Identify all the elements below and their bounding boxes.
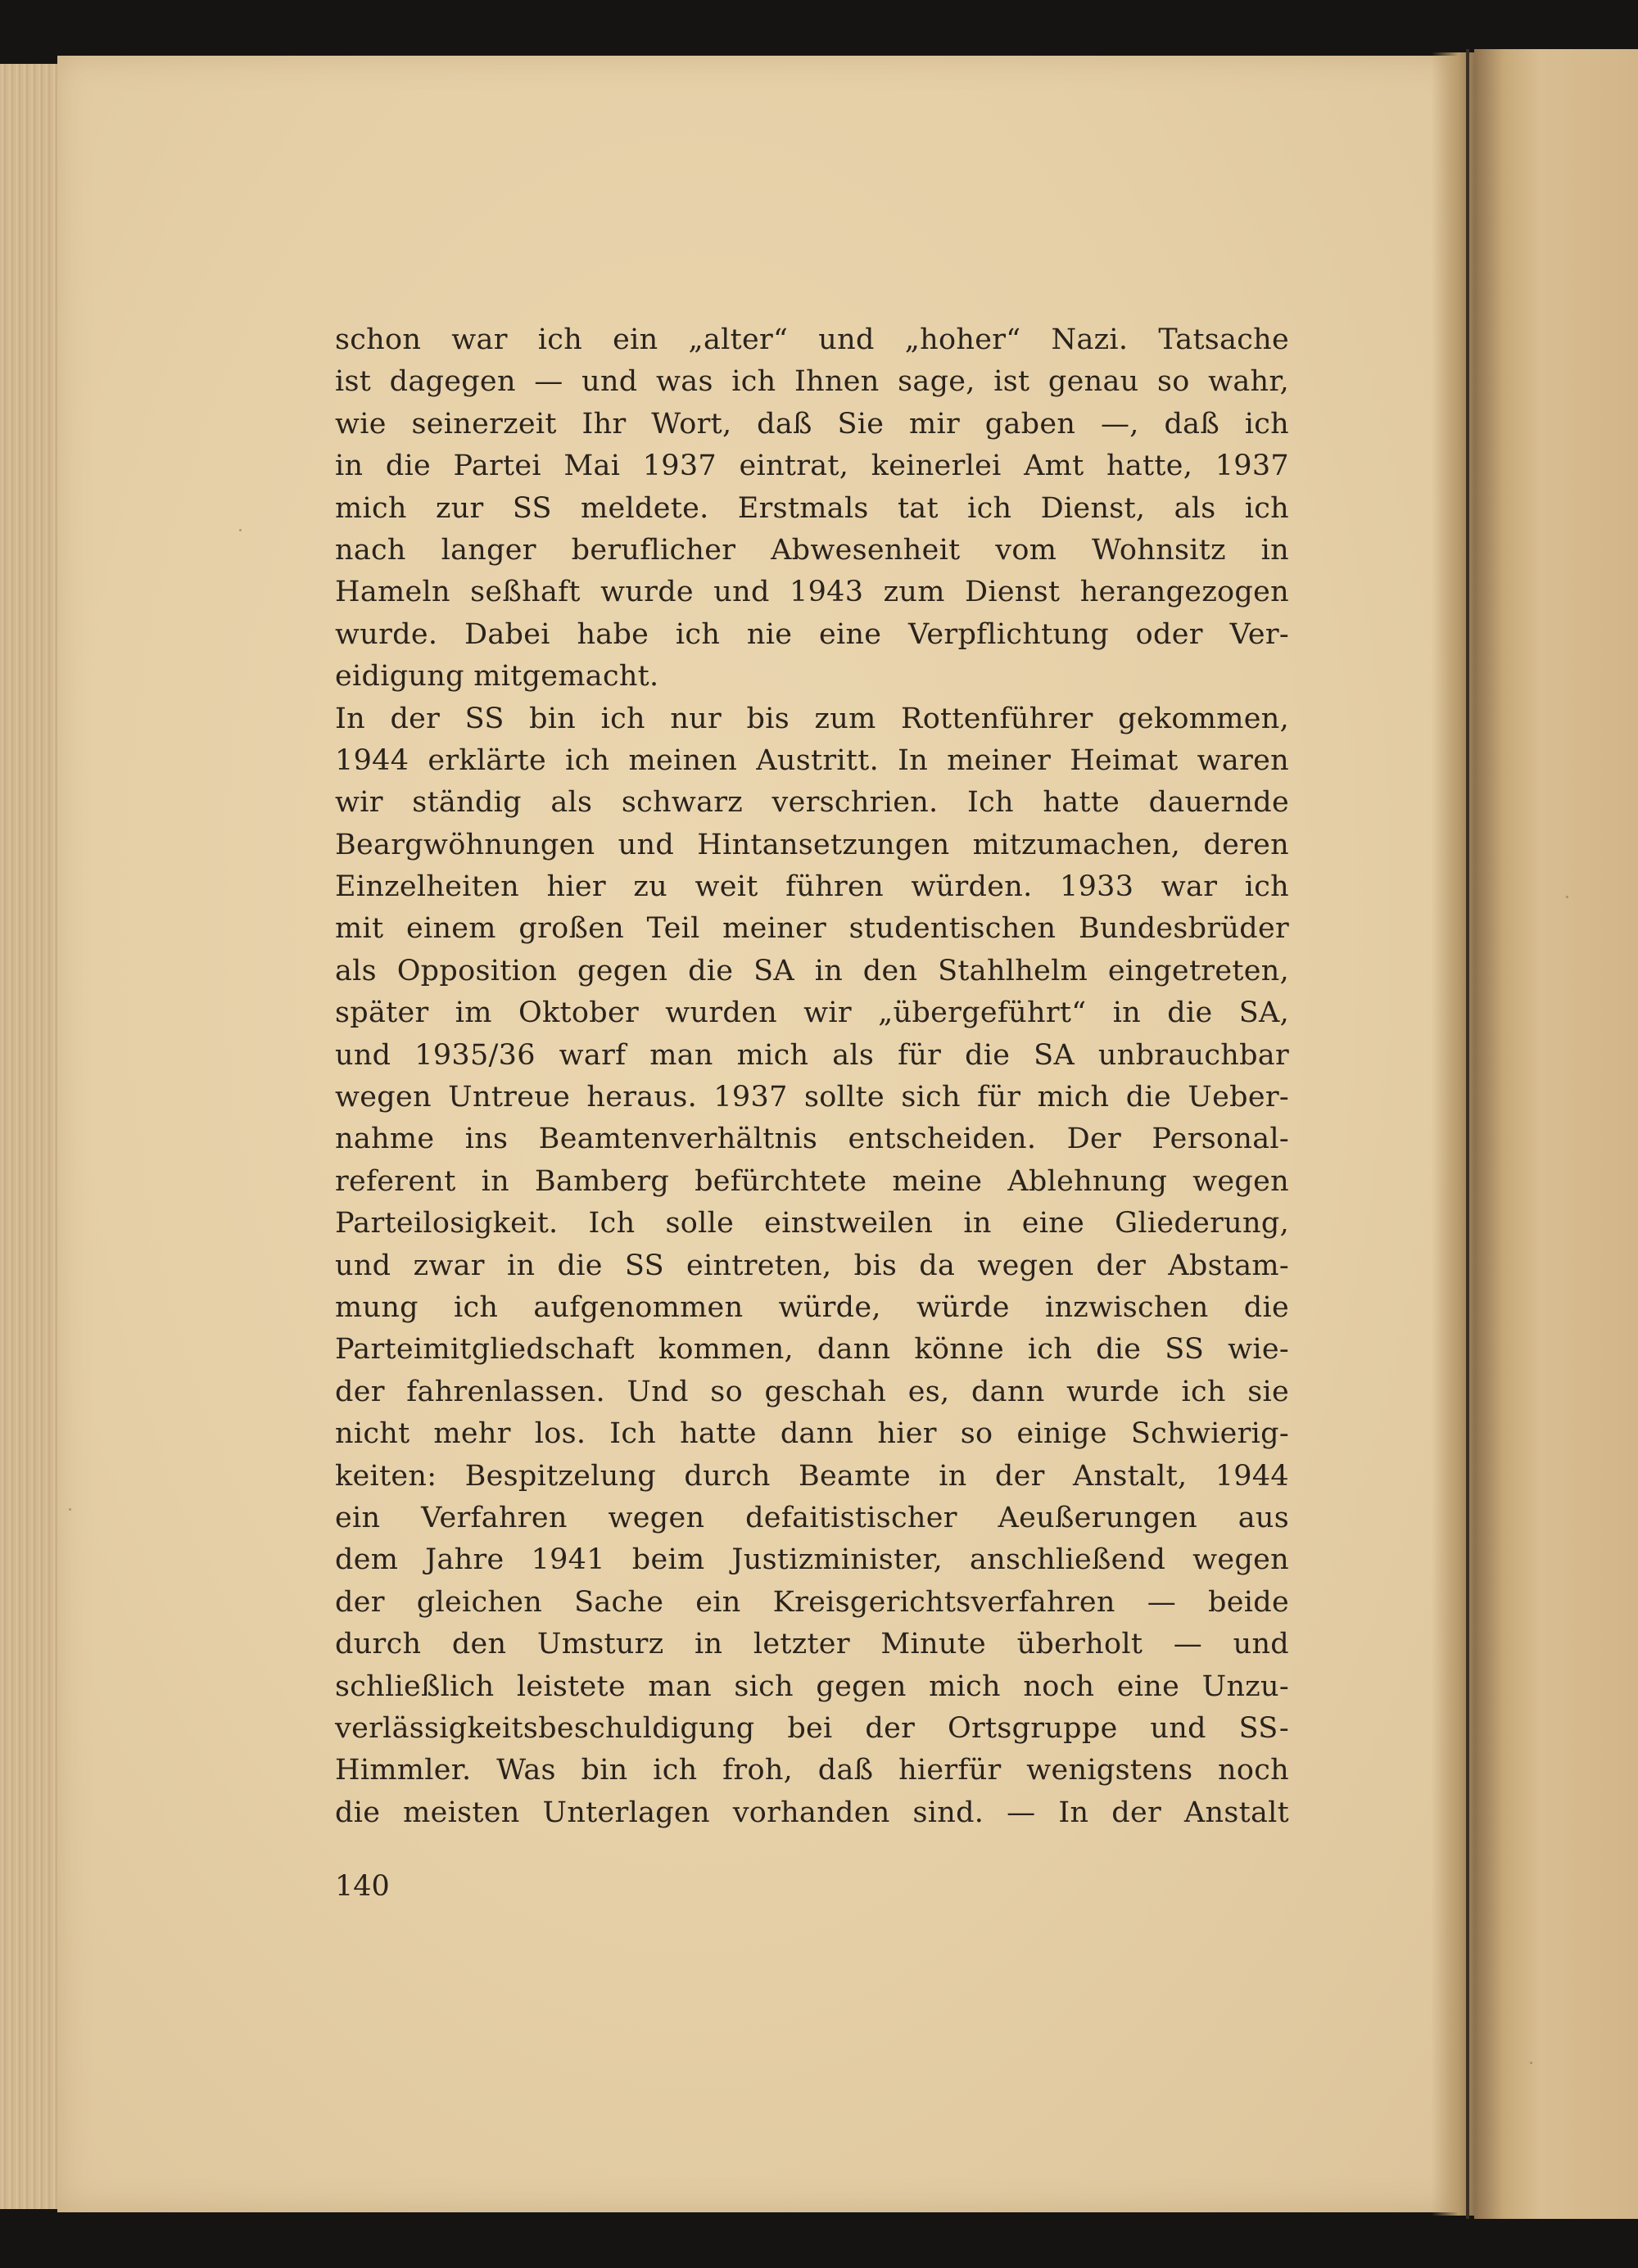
text-line: Parteilosigkeit. Ich solle einstweilen in eine Gliederung, [335, 1207, 1289, 1240]
text-line: dem Jahre 1941 beim Justizminister, anschließend wegen [335, 1543, 1289, 1577]
text-line: Parteimitgliedschaft kommen, dann könne ich die SS wie- [335, 1333, 1289, 1367]
text-line: schon war ich ein „alter“ und „hoher“ Nazi. Tatsache [335, 323, 1289, 356]
text-line: wegen Untreue heraus. 1937 sollte sich für mich die Ueber- [335, 1081, 1289, 1114]
text-line: der gleichen Sache ein Kreisgerichtsverfahren — beide [335, 1585, 1289, 1619]
facing-page-edge [1474, 49, 1638, 2219]
binding-gutter [1432, 52, 1481, 2216]
text-line: ist dagegen — und was ich Ihnen sage, ist genau so wahr, [335, 365, 1289, 399]
text-line: mit einem großen Teil meiner studentischen Bundesbrüder [335, 912, 1289, 946]
text-line: wir ständig als schwarz verschrien. Ich hatte dauernde [335, 786, 1289, 820]
paper-speck [1566, 896, 1568, 898]
text-line: Hameln seßhaft wurde und 1943 zum Dienst herangezogen [335, 576, 1289, 609]
text-line: der fahrenlassen. Und so geschah es, dann wurde ich sie [335, 1375, 1289, 1408]
text-line: In der SS bin ich nur bis zum Rottenführer gekommen, [335, 702, 1289, 735]
text-line: in die Partei Mai 1937 eintrat, keinerlei Amt hatte, 1937 [335, 450, 1289, 483]
text-line: mung ich aufgenommen würde, würde inzwischen die [335, 1290, 1289, 1324]
text-line: schließlich leistete man sich gegen mich noch eine Unzu- [335, 1669, 1289, 1703]
text-line: als Opposition gegen die SA in den Stahlhelm eingetreten, [335, 954, 1289, 987]
text-line: mich zur SS meldete. Erstmals tat ich Dienst, als ich [335, 491, 1289, 525]
text-line: und zwar in die SS eintreten, bis da wegen der Abstam- [335, 1249, 1289, 1282]
text-line: Beargwöhnungen und Hintansetzungen mitzumachen, deren [335, 828, 1289, 861]
paper-speck [1530, 2062, 1532, 2064]
text-line: nach langer beruflicher Abwesenheit vom Wohnsitz in [335, 533, 1289, 567]
page-edge-line [1466, 49, 1469, 2219]
text-line: und 1935/36 warf man mich als für die SA unbrauchbar [335, 1038, 1289, 1072]
text-line: die meisten Unterlagen vorhanden sind. — In der Anstalt [335, 1796, 1289, 1829]
text-line: später im Oktober wurden wir „übergeführt“ in die SA, [335, 996, 1289, 1030]
text-line: keiten: Bespitzelung durch Beamte in der Anstalt, 1944 [335, 1459, 1289, 1493]
text-line: verlässigkeitsbeschuldigung bei der Ortsgruppe und SS- [335, 1711, 1289, 1745]
body-text [335, 319, 1289, 1834]
paper-speck [69, 1508, 71, 1511]
text-line: durch den Umsturz in letzter Minute überholt — und [335, 1628, 1289, 1661]
text-line: referent in Bamberg befürchtete meine Ablehnung wegen [335, 1164, 1289, 1198]
text-line: wurde. Dabei habe ich nie eine Verpflichtung oder Ver- [335, 617, 1289, 651]
paper-speck [239, 529, 242, 531]
text-line: Himmler. Was bin ich froh, daß hierfür wenigstens noch [335, 1754, 1289, 1787]
text-line: wie seinerzeit Ihr Wort, daß Sie mir gaben —, daß ich [335, 407, 1289, 440]
text-line: ein Verfahren wegen defaitistischer Aeußerungen aus [335, 1501, 1289, 1534]
text-line: Einzelheiten hier zu weit führen würden. 1933 war ich [335, 870, 1289, 904]
text-line: nahme ins Beamtenverhältnis entscheiden. Der Personal- [335, 1123, 1289, 1156]
text-line: 1944 erklärte ich meinen Austritt. In meiner Heimat waren [335, 743, 1289, 777]
text-line: nicht mehr los. Ich hatte dann hier so einige Schwierig- [335, 1417, 1289, 1451]
text-line: eidigung mitgemacht. [335, 660, 659, 694]
page-number: 140 [335, 1870, 390, 1903]
